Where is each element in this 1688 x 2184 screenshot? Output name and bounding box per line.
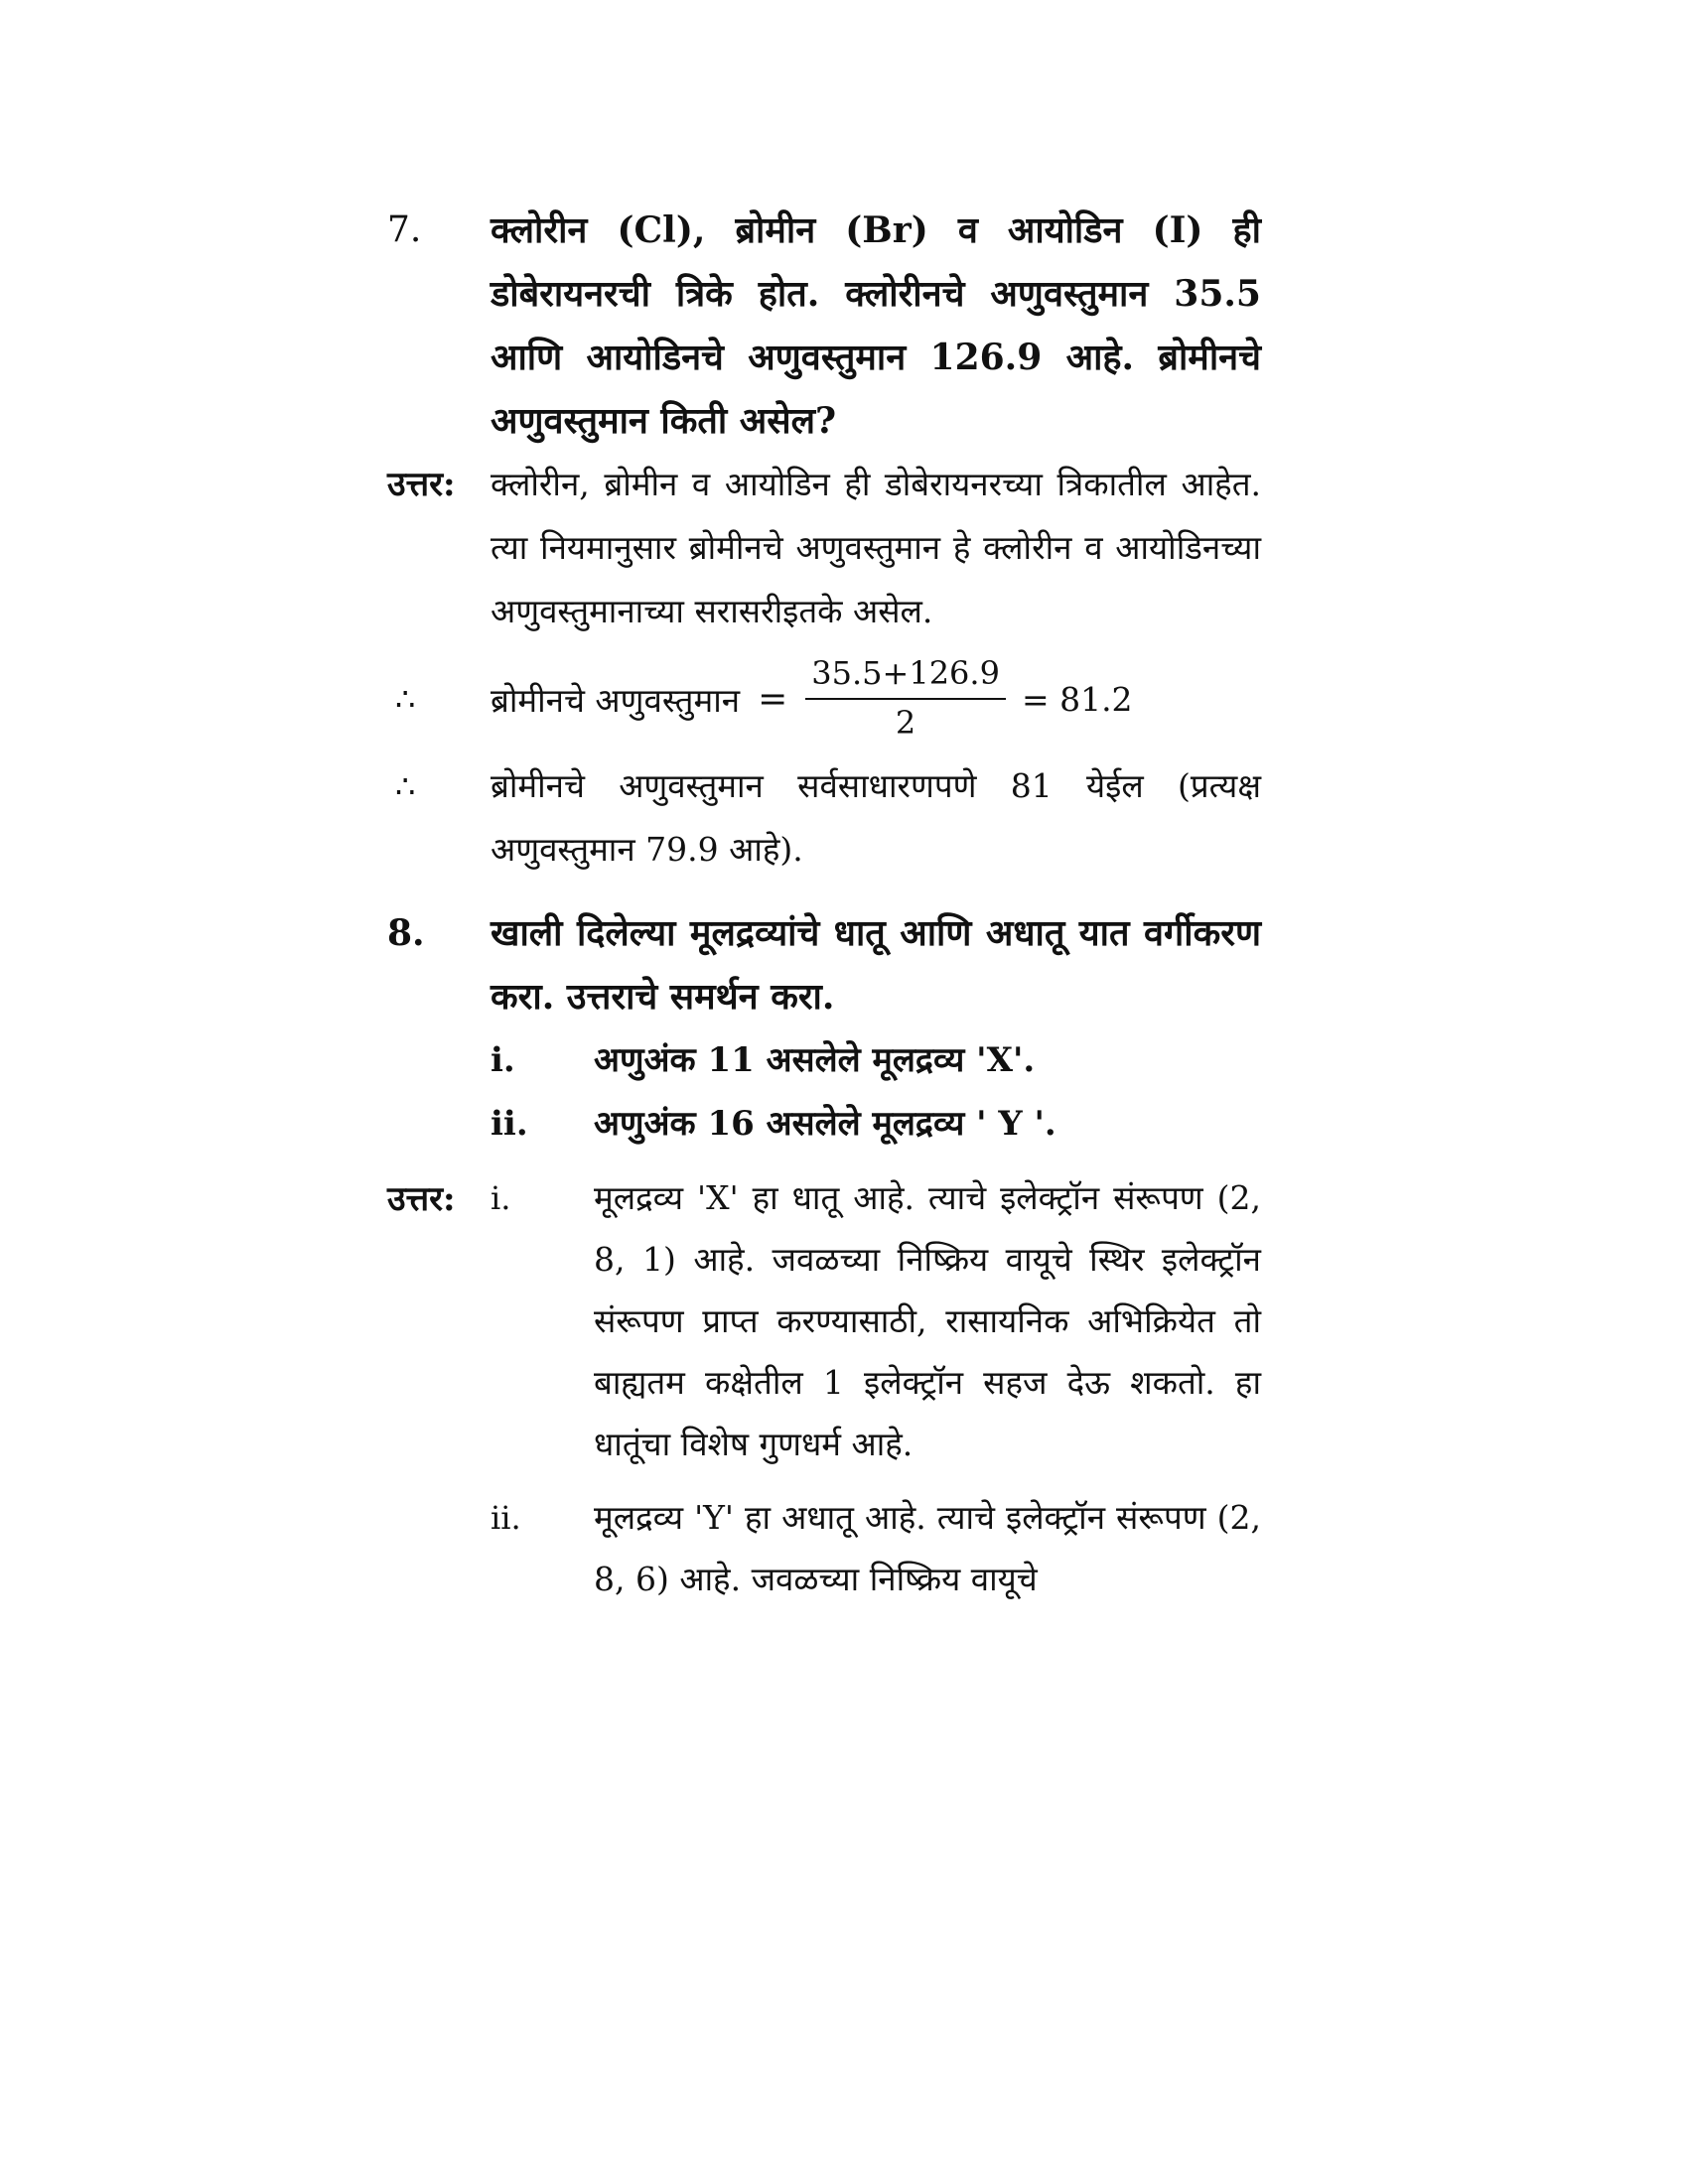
- answer-8-ii: [491, 1487, 1261, 1610]
- formula: [491, 643, 1133, 754]
- sub-item: [491, 1028, 1261, 1092]
- answer-text: क्लोरीन, ब्रोमीन व आयोडिन ही डोबेरायनरच्या त्रिकातील आहेत. त्या नियमानुसार ब्रोमीनचे अणुवस्तुमान हे क्लोरीन व आयोडिनच्या अणुवस्तुमानाच्या सरासरीइतके असेल.: [491, 465, 1261, 630]
- formula-fraction: [805, 652, 1006, 746]
- answer-item-label: ii.: [491, 1499, 521, 1537]
- question-number: 8.: [387, 912, 425, 954]
- conclusion-text: ब्रोमीनचे अणुवस्तुमान सर्वसाधारणपणे 81 येईल (प्रत्यक्ष अणुवस्तुमान 79.9 आहे).: [491, 766, 1261, 869]
- sub-item-text: अणुअंक 16 असलेले मूलद्रव्य ' Y '.: [594, 1104, 1056, 1144]
- sub-item: [491, 1092, 1261, 1156]
- formula-denominator: 2: [895, 704, 916, 742]
- answer-label: उत्तर:: [387, 465, 456, 504]
- conclusion-line: [387, 754, 1261, 882]
- sub-item-label: i.: [491, 1040, 515, 1080]
- formula-label: ब्रोमीनचे अणुवस्तुमान: [491, 680, 741, 720]
- answer-item-text: मूलद्रव्य 'Y' हा अधातू आहे. त्याचे इलेक्ट्रॉन संरूपण (2, 8, 6) आहे. जवळच्या निष्क्रिय वायूचे: [594, 1498, 1261, 1598]
- answer-8-i: [387, 1167, 1261, 1475]
- answer-label: उत्तर:: [387, 1179, 456, 1219]
- sub-item-label: ii.: [491, 1104, 528, 1144]
- document-page: [387, 199, 1261, 1610]
- question-8: [387, 901, 1261, 1028]
- sub-item-text: अणुअंक 11 असलेले मूलद्रव्य 'X'.: [594, 1040, 1036, 1080]
- formula-equals: =: [758, 678, 788, 720]
- question-number: 7.: [387, 209, 422, 250]
- therefore-symbol: ∴: [395, 767, 416, 805]
- formula-numerator: 35.5+126.9: [805, 652, 1006, 700]
- answer-item-text: मूलद्रव्य 'X' हा धातू आहे. त्याचे इलेक्ट्रॉन संरूपण (2, 8, 1) आहे. जवळच्या निष्क्रिय वायूचे स्थिर इलेक्ट्रॉन संरूपण प्राप्त करण्यासाठी, रासायनिक अभिक्रियेत तो बाह्यतम कक्षेतील 1 इलेक्ट्रॉन सहज देऊ शकतो. हा धातूंचा विशेष गुणधर्म आहे.: [594, 1178, 1261, 1463]
- answer-7: [387, 453, 1261, 643]
- question-text: क्लोरीन (Cl), ब्रोमीन (Br) व आयोडिन (I) ही डोबेरायनरची त्रिके होत. क्लोरीनचे अणुवस्तुमान 35.5 आणि आयोडिनचे अणुवस्तुमान 126.9 आहे. ब्रोमीनचे अणुवस्तुमान किती असेल?: [491, 209, 1261, 442]
- formula-result: = 81.2: [1021, 679, 1133, 719]
- question-7: [387, 199, 1261, 453]
- formula-line: [387, 643, 1261, 754]
- question-text: खाली दिलेल्या मूलद्रव्यांचे धातू आणि अधातू यात वर्गीकरण करा. उत्तराचे समर्थन करा.: [491, 912, 1261, 1018]
- answer-item-label: i.: [491, 1179, 511, 1217]
- therefore-symbol: ∴: [395, 680, 416, 718]
